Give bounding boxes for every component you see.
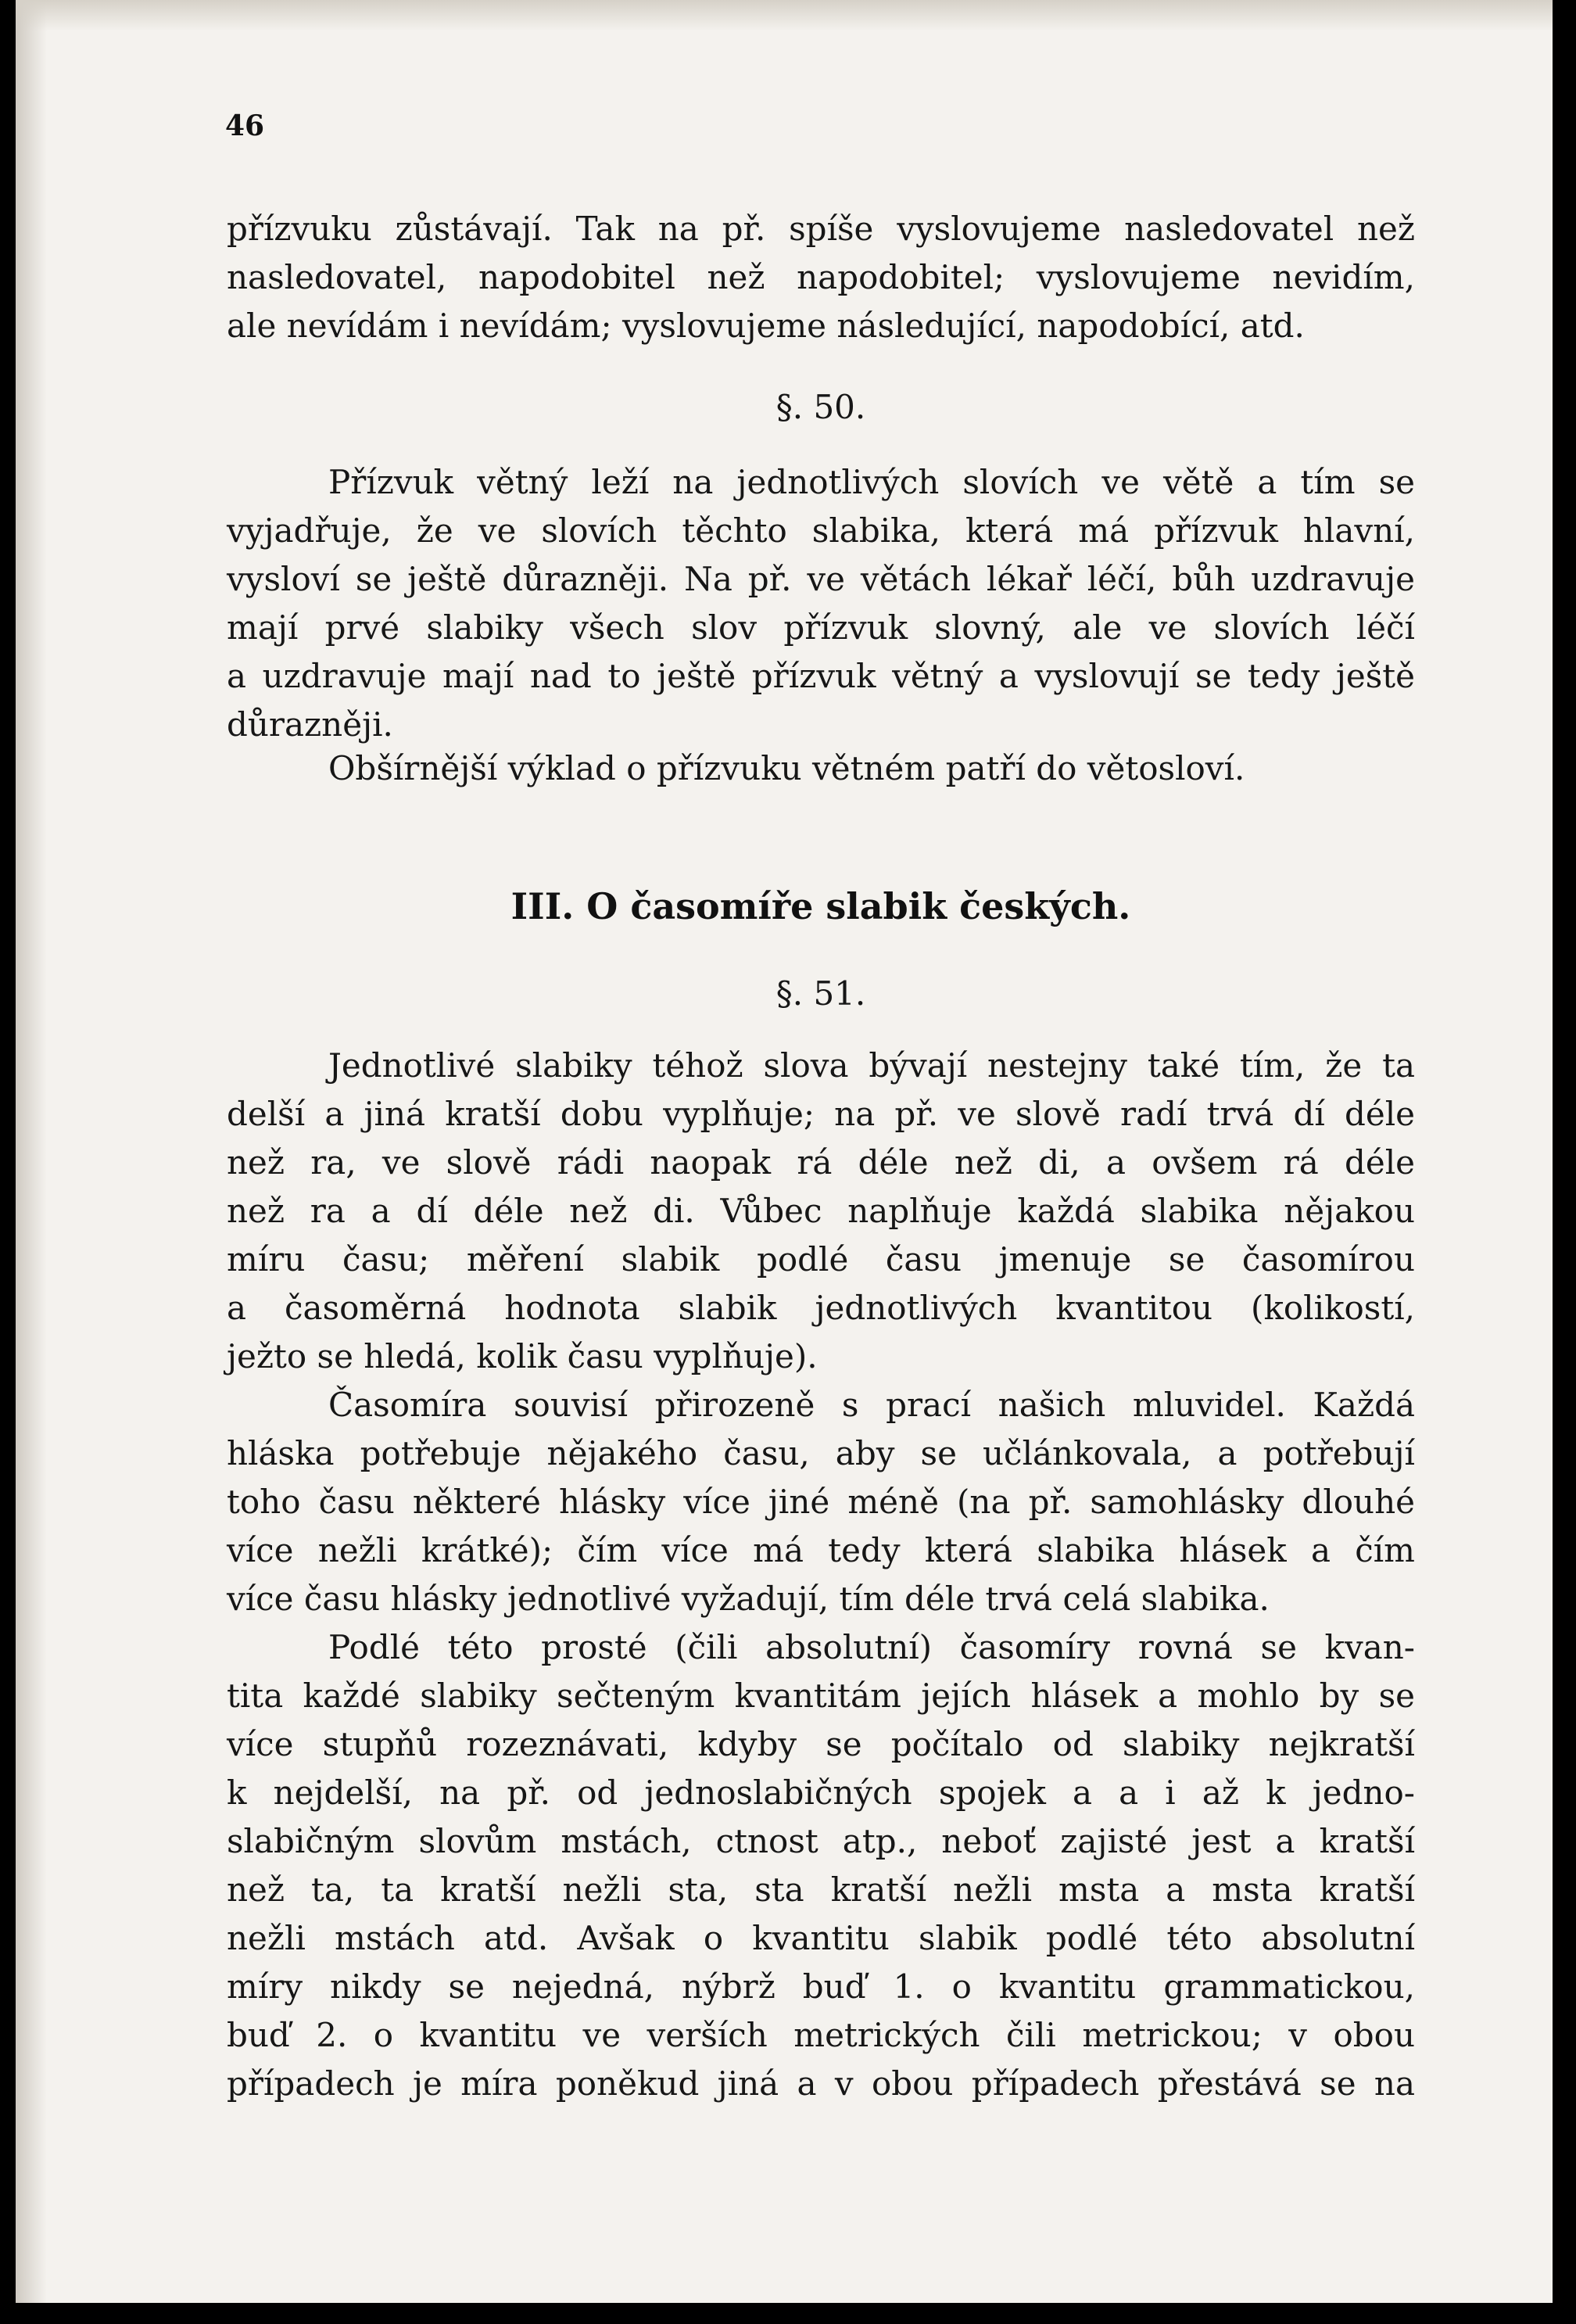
paragraph-absolute-measure: [227, 1623, 1415, 2108]
text-line: než ra, ve slově rádi naopak rá déle než di, a ovšem rá déle: [227, 1143, 1415, 1182]
text-line: a časoměrná hodnota slabik jednotlivých kvantitou (kolikostí,: [227, 1289, 1415, 1327]
text-line: přízvuku zůstávají. Tak na př. spíše vyslovujeme nasledovatel než: [227, 210, 1415, 248]
paragraph-sentence-accent: [227, 458, 1415, 749]
chapter-heading: III. O časomíře slabik českých.: [510, 885, 1131, 927]
text-line: mají prvé slabiky všech slov přízvuk slovný, ale ve slovích léčí: [227, 608, 1415, 647]
text-line: tita každé slabiky sečteným kvantitám jejích hlásek a mohlo by se: [227, 1677, 1415, 1715]
text-line: ale nevídám i nevídám; vyslovujeme následující, napodobící, atd.: [227, 307, 1305, 345]
text-line: vysloví se ještě důrazněji. Na př. ve větách lékař léčí, bůh uzdravuje: [227, 560, 1415, 598]
text-line: než ra a dí déle než di. Vůbec naplňuje každá slabika nějakou: [227, 1192, 1415, 1230]
text-line: Podlé této prosté (čili absolutní) časomíry rovná se kvan-: [328, 1628, 1415, 1666]
paragraph-quantity: [227, 1042, 1415, 1381]
text-line: případech je míra poněkud jiná a v obou případech přestává se na: [227, 2064, 1415, 2103]
page-edge-shadow: [16, 0, 47, 2303]
page-number: 46: [225, 109, 265, 142]
text-line: Přízvuk větný leží na jednotlivých slovích ve větě a tím se: [328, 463, 1415, 501]
text-line: vyjadřuje, že ve slovích těchto slabika, která má přízvuk hlavní,: [227, 511, 1415, 550]
section-number-50: §. 50.: [775, 388, 866, 426]
text-line: buď 2. o kvantitu ve verších metrických čili metrickou; v obou: [227, 2016, 1415, 2054]
text-line: delší a jiná kratší dobu vyplňuje; na př. ve slově radí trvá dí déle: [227, 1095, 1415, 1133]
text-line: toho času některé hlásky více jiné méně (na př. samohlásky dlouhé: [227, 1483, 1415, 1521]
text-line: hláska potřebuje nějakého času, aby se učlánkovala, a potřebují: [227, 1434, 1415, 1472]
text-line: Časomíra souvisí přirozeně s prací našich mluvidel. Každá: [328, 1386, 1415, 1424]
page-top-shadow: [16, 0, 1553, 31]
text-line: a uzdravuje mají nad to ještě přízvuk větný a vyslovují se tedy ještě: [227, 657, 1415, 695]
text-line: více času hlásky jednotlivé vyžadují, tím déle trvá celá slabika.: [227, 1580, 1270, 1618]
page-sheet: [16, 0, 1553, 2303]
section-number-51: §. 51.: [775, 974, 866, 1013]
text-line: důrazněji.: [227, 705, 393, 744]
text-line: Jednotlivé slabiky téhož slova bývají nestejny také tím, že ta: [328, 1046, 1415, 1085]
text-line: slabičným slovům mstách, ctnost atp., neboť zajisté jest a kratší: [227, 1822, 1415, 1860]
paragraph-continuation: [227, 205, 1415, 350]
paragraph-time-measure: [227, 1381, 1415, 1623]
paragraph-reference: [227, 744, 1415, 793]
text-line: míru času; měření slabik podlé času jmenuje se časomírou: [227, 1240, 1415, 1279]
text-line: míry nikdy se nejedná, nýbrž buď 1. o kvantitu grammatickou,: [227, 1967, 1415, 2006]
text-line: Obšírnější výklad o přízvuku větném patří do větosloví.: [328, 749, 1245, 787]
text-line: k nejdelší, na př. od jednoslabičných spojek a a i až k jedno-: [227, 1773, 1415, 1812]
text-line: než ta, ta kratší nežli sta, sta kratší nežli msta a msta kratší: [227, 1870, 1415, 1909]
text-line: více nežli krátké); čím více má tedy která slabika hlásek a čím: [227, 1531, 1415, 1569]
text-line: ježto se hledá, kolik času vyplňuje).: [227, 1337, 818, 1375]
text-line: nežli mstách atd. Avšak o kvantitu slabik podlé této absolutní: [227, 1919, 1415, 1957]
text-line: nasledovatel, napodobitel než napodobitel; vyslovujeme nevidím,: [227, 258, 1415, 296]
text-line: více stupňů rozeznávati, kdyby se počítalo od slabiky nejkratší: [227, 1725, 1415, 1763]
